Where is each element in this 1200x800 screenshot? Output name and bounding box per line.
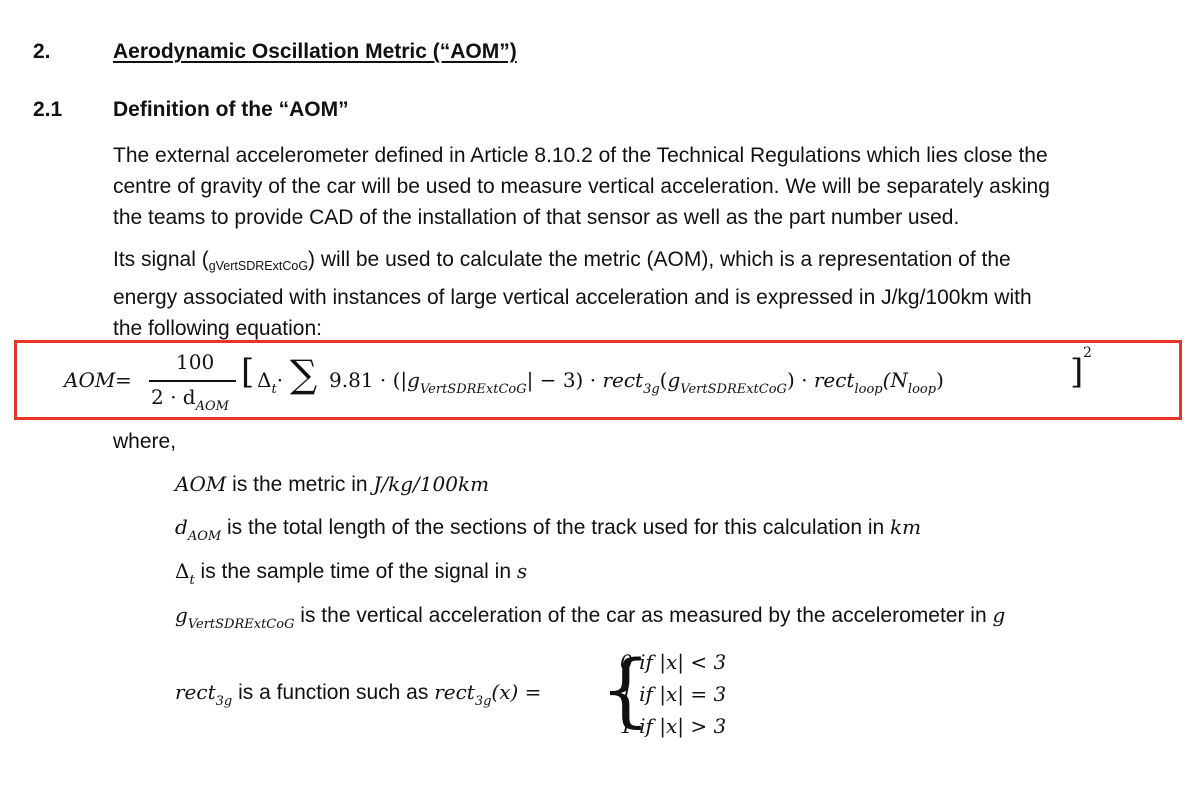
definition-unit: g — [992, 603, 1006, 627]
definition-symbol: AOM — [175, 472, 227, 496]
equation-denominator — [151, 385, 229, 414]
paragraph-line: energy associated with instances of large vertical acceleration and is expressed in J/kg/100km with — [113, 286, 1032, 309]
delta-symbol: Δ — [257, 368, 272, 392]
n-loop-subscript: loop — [907, 382, 937, 397]
term-text: | − 3) · — [526, 368, 603, 392]
rect-loop-subscript: loop — [854, 382, 883, 397]
term-text: ( — [659, 368, 668, 392]
definition-text: is the vertical acceleration of the car as measured by the accelerometer in — [294, 604, 993, 627]
definition-symbol: rect — [175, 680, 216, 704]
definition-symbol: g — [175, 603, 188, 627]
case-2: 1 if |x| = 3 — [620, 682, 727, 706]
definition-symbol: Δ — [175, 559, 190, 583]
cases-brace: { — [600, 643, 651, 736]
equation-numerator: 100 — [176, 350, 215, 374]
denominator-subscript: AOM — [195, 399, 229, 414]
definition-rect-3g — [175, 680, 541, 709]
definition-unit: J/kg/100km — [373, 472, 490, 496]
denominator-text: 2 · d — [151, 385, 196, 409]
paragraph-line: The external accelerometer defined in Article 8.10.2 of the Technical Regulations which lies close the — [113, 144, 1048, 167]
definition-subscript: t — [189, 573, 195, 588]
function-subscript: 3g — [474, 694, 492, 709]
definition-g-vert — [175, 603, 1005, 632]
g-subscript: VertSDRExtCoG — [680, 382, 787, 397]
definition-delta-t — [175, 559, 527, 588]
definition-subscript: VertSDRExtCoG — [187, 617, 295, 632]
definition-text: is a function such as — [232, 681, 435, 704]
definition-d-aom — [175, 515, 921, 544]
delta-subscript: t — [271, 382, 277, 397]
definition-subscript: 3g — [215, 694, 233, 709]
open-bracket: [ — [241, 352, 255, 392]
term-text: ) — [936, 368, 944, 392]
definition-unit: km — [890, 515, 922, 539]
section-title: Aerodynamic Oscillation Metric (“AOM”) — [113, 40, 517, 63]
definition-symbol: d — [175, 515, 188, 539]
g-symbol: g — [407, 368, 420, 392]
function-name: rect — [434, 680, 475, 704]
subsection-title: Definition of the “AOM” — [113, 98, 349, 121]
sum-symbol: ∑ — [290, 352, 318, 396]
definition-text: is the metric in — [226, 473, 374, 496]
equation-lhs: AOM — [64, 368, 116, 392]
equation-main-term — [329, 368, 944, 397]
rect-subscript: 3g — [643, 382, 660, 397]
section-number: 2. — [33, 40, 51, 63]
text-run: Its signal ( — [113, 248, 209, 271]
text-run: ) will be used to calculate the metric (AOM), which is a representation of the — [308, 248, 1011, 271]
definition-subscript: AOM — [187, 529, 222, 544]
n-loop-symbol: (N — [882, 368, 908, 392]
equation-exponent: 2 — [1083, 345, 1092, 361]
g-subscript: VertSDRExtCoG — [419, 382, 527, 397]
definition-text: is the total length of the sections of the track used for this calculation in — [221, 516, 891, 539]
term-text: ) · — [786, 368, 814, 392]
rect-symbol: rect — [602, 368, 644, 392]
where-label: where, — [113, 430, 177, 453]
g-symbol: g — [667, 368, 681, 392]
rect-loop-symbol: rect — [813, 368, 855, 392]
case-3: 1 if |x| > 3 — [620, 714, 727, 738]
case-1: 0 if |x| < 3 — [620, 650, 727, 674]
subsection-number: 2.1 — [33, 98, 63, 121]
paragraph-line: the following equation: — [113, 317, 322, 340]
term-text: 9.81 · (| — [329, 368, 408, 392]
definition-unit: s — [516, 559, 528, 583]
paragraph-line: the teams to provide CAD of the installation of that sensor as well as the part number used. — [113, 206, 960, 229]
paragraph-line — [113, 244, 1143, 282]
dot-operator: · — [276, 368, 284, 392]
equation-equals: = — [115, 368, 132, 392]
definition-aom — [175, 472, 489, 497]
paragraph-signal — [113, 244, 1143, 344]
function-arg: (x) = — [491, 680, 542, 704]
paragraph-accelerometer — [113, 140, 1143, 233]
fraction-bar — [149, 380, 236, 382]
definition-text: is the sample time of the signal in — [194, 560, 517, 583]
paragraph-line: centre of gravity of the car will be used to measure vertical acceleration. We will be separately asking — [113, 175, 1050, 198]
close-bracket: ] — [1070, 352, 1084, 392]
signal-subscript: gVertSDRExtCoG — [208, 259, 309, 273]
equation-body — [257, 368, 283, 397]
